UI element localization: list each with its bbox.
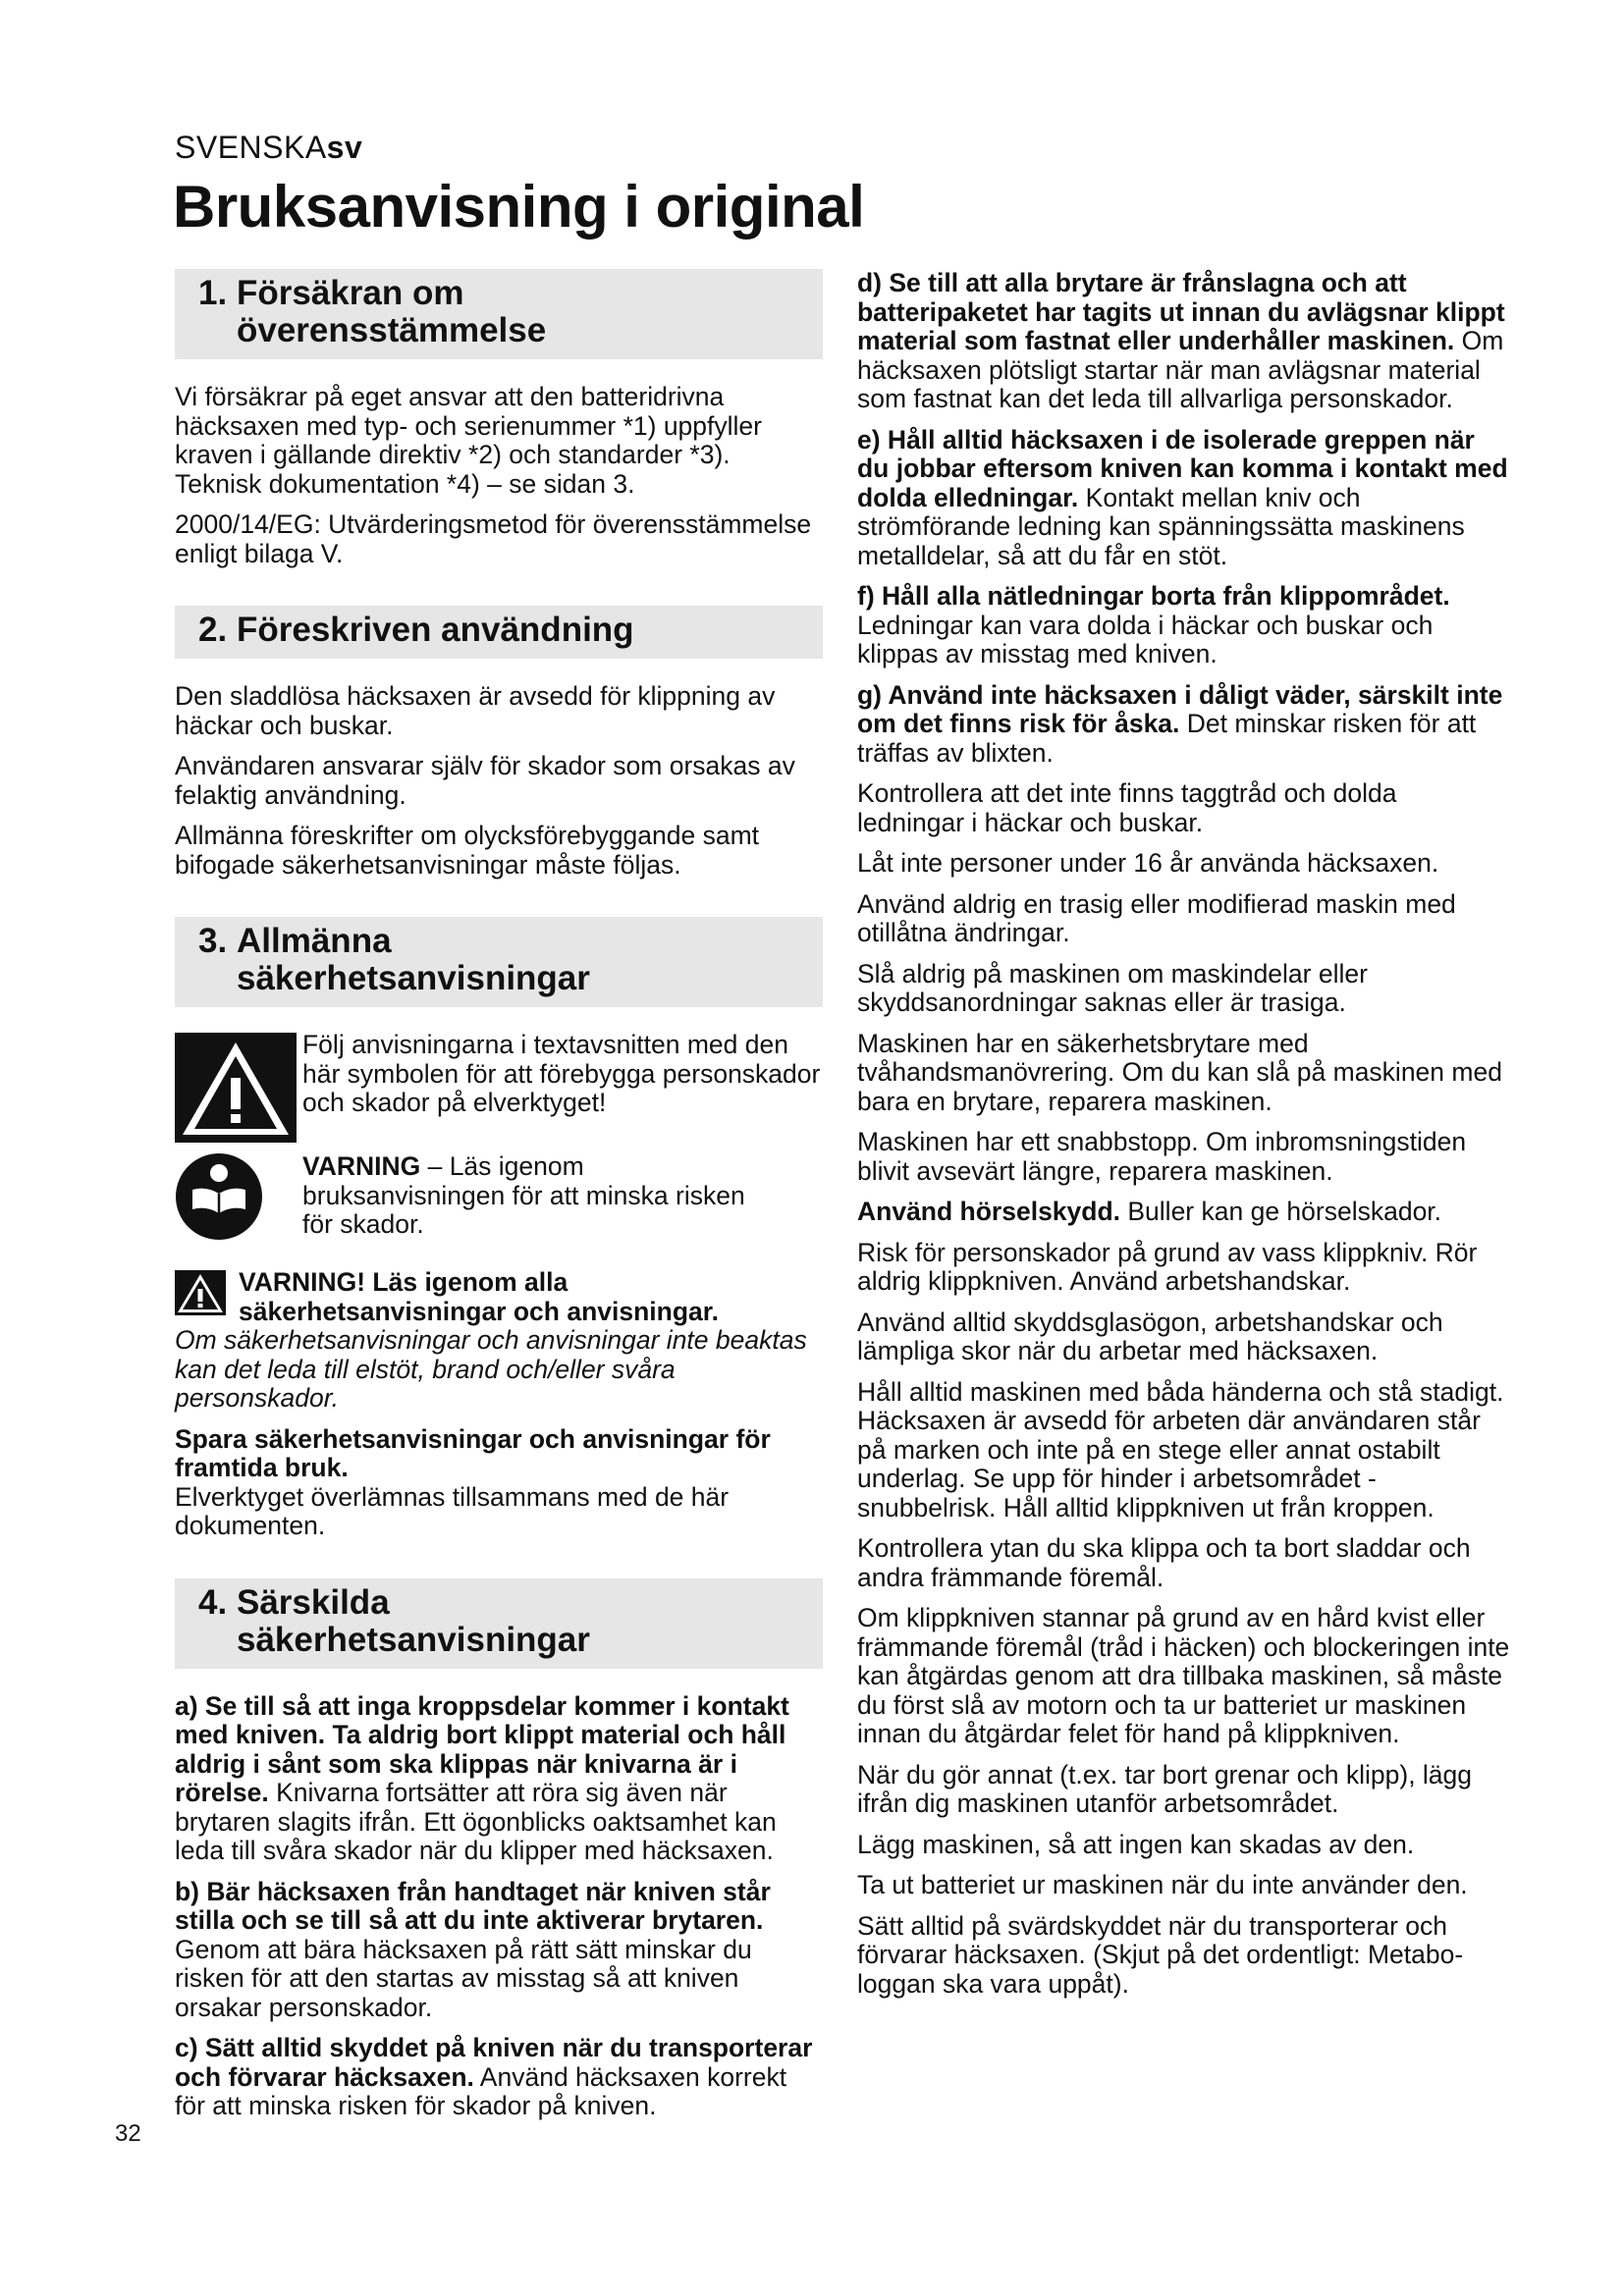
safety-item-b-title: b) Bär häcksaxen från handtaget när kniven står stilla och se till så att du inte aktiverar brytaren. [175, 1876, 771, 1935]
safety-rule: Kontrollera ytan du ska klippa och ta bort sladdar och andra främmande föremål. [857, 1533, 1471, 1592]
section-number: 2. [198, 611, 228, 649]
safety-item-f-title: f) Håll alla nätledningar borta från klippområdet. [857, 581, 1450, 611]
hearing-protection-text: Buller kan ge hörselskador. [1120, 1197, 1442, 1226]
safety-rule: När du gör annat (t.ex. tar bort grenar och klipp), lägg ifrån dig maskinen utanför arbetsområdet. [857, 1759, 1473, 1818]
warning-triangle-icon [175, 1270, 226, 1315]
language-code: sv [326, 130, 363, 165]
hearing-protection-title: Använd hörselskydd. [857, 1197, 1121, 1226]
safety-item-b [175, 1878, 823, 2023]
safety-rule: Sätt alltid på svärdskyddet när du transporterar och förvarar häcksaxen. (Skjut på det ordentligt: Metabo-loggan ska vara uppåt). [857, 1910, 1464, 1999]
language-name: SVENSKA [175, 130, 327, 165]
warning-triangle-icon [175, 1033, 297, 1143]
page-number: 32 [115, 2120, 141, 2147]
intended-use-paragraph: Den sladdlösa häcksaxen är avsedd för klippning av häckar och buskar. [175, 681, 776, 740]
warning-label: VARNING [302, 1151, 421, 1181]
read-all-warning-title: VARNING! Läs igenom alla säkerhetsanvisningar och anvisningar. [239, 1267, 719, 1326]
safety-rule: Maskinen har ett snabbstopp. Om inbromsningstiden blivit avsevärt längre, reparera maskinen. [857, 1127, 1467, 1186]
section-number: 3. [198, 922, 228, 960]
save-instructions-paragraph [175, 1425, 823, 1541]
safety-rule: Använd aldrig en trasig eller modifierad maskin med otillåtna ändringar. [857, 888, 1456, 947]
right-column [857, 269, 1510, 2010]
warning-symbols-block [175, 1031, 823, 1258]
directive-paragraph: 2000/14/EG: Utvärderingsmetod för överensstämmelse enligt bilaga V. [175, 509, 812, 568]
safety-item-a [175, 1692, 823, 1866]
section-number: 1. [198, 274, 228, 312]
read-all-warning [175, 1268, 823, 1326]
section-title-line2: överensstämmelse [237, 311, 547, 349]
safety-rule: Håll alltid maskinen med båda händerna och stå stadigt. Häcksaxen är avsedd för arbeten där användaren står på marken och inte på en stege eller annat ostabilt underlag. Se upp för hinder i arbetsområdet - snubbelrisk. Håll alltid klippkniven ut från kroppen. [857, 1376, 1504, 1522]
language-label [175, 130, 362, 166]
safety-item-g [857, 681, 1510, 769]
safety-rule: Låt inte personer under 16 år använda häcksaxen. [857, 848, 1439, 878]
section-1-heading [175, 269, 823, 359]
safety-rule: Lägg maskinen, så att ingen kan skadas av den. [857, 1829, 1415, 1859]
safety-item-e-title: e) Håll alltid häcksaxen i de isolerade greppen när du jobbar eftersom kniven kan komma i kontakt med dolda elledningar. [857, 424, 1508, 512]
safety-rule: Maskinen har en säkerhetsbrytare med tvåhandsmanövrering. Om du kan slå på maskinen med bara en brytare, reparera maskinen. [857, 1028, 1502, 1116]
safety-item-a-text: Knivarna fortsätter att röra sig även när brytaren slagits ifrån. Ett ögonblicks oaktsamhet kan leda till svåra skador när du klipper med häcksaxen. [175, 1778, 777, 1865]
safety-rule: Använd alltid skyddsglasögon, arbetshandskar och lämpliga skor när du arbetar med häcksaxen. [857, 1307, 1443, 1365]
safety-rule: Slå aldrig på maskinen om maskindelar eller skyddsanordningar saknas eller är trasiga. [857, 958, 1368, 1017]
page-title: Bruksanvisning i original [173, 174, 865, 240]
section-title-line1: Föreskriven användning [237, 611, 634, 649]
hearing-protection-rule [857, 1198, 1510, 1227]
safety-item-f-text: Ledningar kan vara dolda i häckar och buskar och klippas av misstag med kniven. [857, 610, 1434, 668]
safety-item-f [857, 582, 1510, 669]
safety-item-c-title: c) Sätt alltid skyddet på kniven när du transporterar och förvarar häcksaxen. [175, 2033, 813, 2092]
section-number: 4. [198, 1582, 228, 1622]
safety-item-a-title: a) Se till så att inga kroppsdelar kommer i kontakt med kniven. Ta aldrig bort klippt material och håll aldrig i sånt som ska klippas när knivarna är i rörelse. [175, 1690, 789, 1807]
safety-item-c-text: Använd häcksaxen korrekt för att minska risken för skador på kniven. [175, 2061, 787, 2120]
section-2-heading [175, 606, 823, 659]
safety-item-d-title: d) Se till att alla brytare är frånslagna och att batteripaketet har tagits ut innan du avlägsnar klippt material som fastnat eller underhåller maskinen. [857, 268, 1505, 355]
section-title-line1: Försäkran om [237, 274, 464, 312]
declaration-paragraph: Vi försäkrar på eget ansvar att den batteridrivna häcksaxen med typ- och serienummer *1) uppfyller kraven i gällande direktiv *2) och standarder *3). Teknisk dokumentation *4) – se sidan 3. [175, 382, 762, 499]
section-4-heading [175, 1578, 823, 1669]
safety-item-b-text: Genom att bära häcksaxen på rätt sätt minskar du risken för att den startas av misstag så att kniven orsakar personskador. [175, 1934, 752, 2022]
safety-item-e-text: Kontakt mellan kniv och strömförande ledning kan spänningssätta maskinens metalldelar, så att du får en stöt. [857, 482, 1465, 570]
safety-item-g-title: g) Använd inte häcksaxen i dåligt väder, särskilt inte om det finns risk för åska. [857, 679, 1503, 738]
read-manual-icon [175, 1152, 263, 1241]
responsibility-paragraph: Användaren ansvarar själv för skador som orsakas av felaktig användning. [175, 751, 795, 810]
section-title-line2: säkerhetsanvisningar [237, 1620, 590, 1659]
safety-item-e [857, 426, 1510, 571]
read-manual-text [271, 1152, 782, 1240]
section-title-line2: säkerhetsanvisningar [237, 959, 590, 997]
warning-consequence-text: Om säkerhetsanvisningar och anvisningar inte beaktas kan det leda till elstöt, brand och/eller svåra personskador. [175, 1325, 807, 1413]
safety-rule: Om klippkniven stannar på grund av en hård kvist eller främmande föremål (tråd i häcken) och blockeringen inte kan åtgärdas genom att dra tillbaka maskinen, så måste du först slå av motorn och ta ur batteriet ur maskinen innan du åtgärdar felet för hand på klippkniven. [857, 1603, 1510, 1748]
safety-item-c [175, 2034, 823, 2121]
safety-rule: Ta ut batteriet ur maskinen när du inte använder den. [857, 1870, 1468, 1899]
section-3-heading [175, 917, 823, 1007]
save-instructions-text: Elverktyget överlämnas tillsammans med de här dokumenten. [175, 1481, 730, 1540]
regulations-paragraph: Allmänna föreskrifter om olycksförebyggande samt bifogade säkerhetsanvisningar måste följas. [175, 821, 760, 880]
section-title-line1: Allmänna [237, 922, 392, 960]
symbol-explanation-text: Följ anvisningarna i textavsnitten med den här symbolen för att förebygga personskador och skador på elverktyget! [302, 1030, 821, 1117]
safety-item-g-text: Det minskar risken för att träffas av blixten. [857, 709, 1477, 768]
save-instructions-title: Spara säkerhetsanvisningar och anvisningar för framtida bruk. [175, 1423, 771, 1482]
safety-rule: Kontrollera att det inte finns taggtråd och dolda ledningar i häckar och buskar. [857, 778, 1397, 837]
left-column [175, 269, 823, 2133]
safety-item-d-text: Om häcksaxen plötsligt startar när man avlägsnar material som fastnat kan det leda till allvarliga personskador. [857, 326, 1504, 413]
safety-item-d [857, 269, 1510, 414]
section-title-line1: Särskilda [237, 1582, 390, 1622]
safety-rule: Risk för personskador på grund av vass klippkniv. Rör aldrig klippkniven. Använd arbetshandskar. [857, 1237, 1478, 1296]
warning-text: – Läs igenom bruksanvisningen för att minska risken för skador. [302, 1151, 745, 1239]
